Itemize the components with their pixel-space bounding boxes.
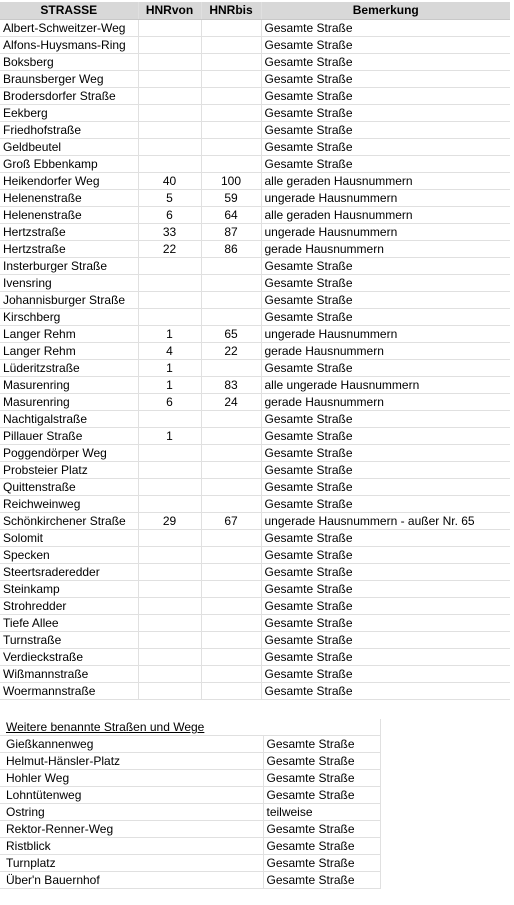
cell-street[interactable]: Braunsberger Weg xyxy=(0,71,138,88)
cell-bemerkung[interactable]: Gesamte Straße xyxy=(263,770,380,787)
cell-hnrbis[interactable] xyxy=(201,71,261,88)
cell-bemerkung[interactable]: Gesamte Straße xyxy=(261,496,510,513)
cell-hnrbis[interactable]: 83 xyxy=(201,377,261,394)
cell-hnrvon[interactable] xyxy=(138,411,201,428)
cell-bemerkung[interactable]: Gesamte Straße xyxy=(263,753,380,770)
cell-street[interactable]: Strohredder xyxy=(0,598,138,615)
cell-street[interactable]: Rektor-Renner-Weg xyxy=(0,821,263,838)
table-row xyxy=(0,275,510,292)
cell-street[interactable]: Hohler Weg xyxy=(0,770,263,787)
table-row xyxy=(0,445,510,462)
table-row xyxy=(0,292,510,309)
cell-hnrvon[interactable]: 29 xyxy=(138,513,201,530)
cell-bemerkung[interactable]: Gesamte Straße xyxy=(261,666,510,683)
cell-bemerkung[interactable]: Gesamte Straße xyxy=(261,122,510,139)
cell-hnrbis[interactable] xyxy=(201,37,261,54)
cell-hnrbis[interactable] xyxy=(201,564,261,581)
cell-street[interactable]: Kirschberg xyxy=(0,309,138,326)
list-item xyxy=(0,787,380,804)
cell-hnrbis[interactable] xyxy=(201,20,261,37)
cell-street[interactable]: Wißmannstraße xyxy=(0,666,138,683)
cell-bemerkung[interactable]: Gesamte Straße xyxy=(261,462,510,479)
list-item xyxy=(0,855,380,872)
cell-hnrbis[interactable]: 67 xyxy=(201,513,261,530)
cell-bemerkung[interactable]: Gesamte Straße xyxy=(261,156,510,173)
cell-hnrvon[interactable]: 22 xyxy=(138,241,201,258)
cell-hnrbis[interactable] xyxy=(201,54,261,71)
cell-bemerkung[interactable]: Gesamte Straße xyxy=(261,360,510,377)
cell-hnrbis[interactable]: 64 xyxy=(201,207,261,224)
table-row xyxy=(0,241,510,258)
cell-hnrbis[interactable] xyxy=(201,139,261,156)
cell-street[interactable]: Insterburger Straße xyxy=(0,258,138,275)
cell-hnrvon[interactable] xyxy=(138,122,201,139)
cell-hnrvon[interactable] xyxy=(138,139,201,156)
cell-street[interactable]: Pillauer Straße xyxy=(0,428,138,445)
cell-hnrvon[interactable] xyxy=(138,258,201,275)
cell-hnrbis[interactable]: 100 xyxy=(201,173,261,190)
table-row xyxy=(0,360,510,377)
table-row xyxy=(0,649,510,666)
cell-street[interactable]: Lohntütenweg xyxy=(0,787,263,804)
cell-bemerkung[interactable]: Gesamte Straße xyxy=(263,855,380,872)
cell-hnrbis[interactable] xyxy=(201,309,261,326)
cell-bemerkung[interactable]: Gesamte Straße xyxy=(261,564,510,581)
cell-hnrbis[interactable] xyxy=(201,496,261,513)
cell-hnrvon[interactable] xyxy=(138,309,201,326)
table-row xyxy=(0,122,510,139)
cell-hnrvon[interactable] xyxy=(138,649,201,666)
cell-hnrbis[interactable] xyxy=(201,360,261,377)
table-row xyxy=(0,54,510,71)
cell-hnrbis[interactable] xyxy=(201,598,261,615)
cell-hnrbis[interactable]: 59 xyxy=(201,190,261,207)
cell-bemerkung[interactable]: Gesamte Straße xyxy=(261,411,510,428)
header-bemerkung[interactable]: Bemerkung xyxy=(261,2,510,20)
section-title: Weitere benannte Straßen und Wege xyxy=(0,719,263,736)
cell-street[interactable]: Friedhofstraße xyxy=(0,122,138,139)
cell-street[interactable]: Solomit xyxy=(0,530,138,547)
cell-bemerkung[interactable]: Gesamte Straße xyxy=(261,139,510,156)
table-row xyxy=(0,632,510,649)
cell-hnrvon[interactable] xyxy=(138,496,201,513)
cell-hnrvon[interactable] xyxy=(138,275,201,292)
cell-bemerkung[interactable]: ungerade Hausnummern xyxy=(261,190,510,207)
cell-street[interactable]: Geldbeutel xyxy=(0,139,138,156)
table-row xyxy=(0,394,510,411)
cell-bemerkung[interactable]: ungerade Hausnummern - außer Nr. 65 xyxy=(261,513,510,530)
cell-street[interactable]: Tiefe Allee xyxy=(0,615,138,632)
table-row xyxy=(0,479,510,496)
cell-street[interactable]: Ivensring xyxy=(0,275,138,292)
cell-hnrvon[interactable]: 6 xyxy=(138,207,201,224)
cell-street[interactable]: Steinkamp xyxy=(0,581,138,598)
cell-hnrbis[interactable] xyxy=(201,156,261,173)
table-row xyxy=(0,173,510,190)
cell-hnrbis[interactable]: 24 xyxy=(201,394,261,411)
cell-street[interactable]: Lüderitzstraße xyxy=(0,360,138,377)
cell-street[interactable]: Brodersdorfer Straße xyxy=(0,88,138,105)
header-hnrbis[interactable]: HNRbis xyxy=(201,2,261,20)
table-row xyxy=(0,258,510,275)
cell-bemerkung[interactable]: Gesamte Straße xyxy=(261,530,510,547)
cell-bemerkung[interactable]: Gesamte Straße xyxy=(261,20,510,37)
cell-street[interactable]: Johannisburger Straße xyxy=(0,292,138,309)
cell-bemerkung[interactable]: Gesamte Straße xyxy=(261,598,510,615)
cell-hnrvon[interactable] xyxy=(138,292,201,309)
table-row xyxy=(0,139,510,156)
cell-hnrbis[interactable] xyxy=(201,292,261,309)
cell-bemerkung[interactable]: alle geraden Hausnummern xyxy=(261,173,510,190)
cell-bemerkung[interactable]: gerade Hausnummern xyxy=(261,241,510,258)
cell-bemerkung[interactable]: Gesamte Straße xyxy=(261,649,510,666)
cell-hnrvon[interactable]: 1 xyxy=(138,428,201,445)
cell-hnrvon[interactable] xyxy=(138,530,201,547)
table-row xyxy=(0,377,510,394)
cell-street[interactable]: Verdieckstraße xyxy=(0,649,138,666)
cell-hnrvon[interactable] xyxy=(138,105,201,122)
cell-street[interactable]: Quittenstraße xyxy=(0,479,138,496)
cell-bemerkung[interactable]: alle ungerade Hausnummern xyxy=(261,377,510,394)
cell-bemerkung[interactable]: ungerade Hausnummern xyxy=(261,224,510,241)
cell-hnrvon[interactable] xyxy=(138,683,201,700)
cell-hnrvon[interactable] xyxy=(138,71,201,88)
list-item xyxy=(0,753,380,770)
cell-bemerkung[interactable]: Gesamte Straße xyxy=(261,105,510,122)
cell-bemerkung[interactable]: Gesamte Straße xyxy=(261,258,510,275)
cell-hnrvon[interactable] xyxy=(138,564,201,581)
cell-street[interactable]: Heikendorfer Weg xyxy=(0,173,138,190)
table-row xyxy=(0,20,510,37)
additional-streets-table xyxy=(0,719,381,889)
cell-street[interactable]: Albert-Schweitzer-Weg xyxy=(0,20,138,37)
cell-hnrbis[interactable] xyxy=(201,462,261,479)
cell-hnrvon[interactable] xyxy=(138,666,201,683)
cell-bemerkung[interactable]: Gesamte Straße xyxy=(261,71,510,88)
cell-bemerkung[interactable]: Gesamte Straße xyxy=(263,821,380,838)
cell-street[interactable]: Ristblick xyxy=(0,838,263,855)
cell-bemerkung[interactable]: Gesamte Straße xyxy=(261,632,510,649)
cell-street[interactable]: Reichweinweg xyxy=(0,496,138,513)
cell-bemerkung[interactable]: Gesamte Straße xyxy=(261,615,510,632)
cell-hnrvon[interactable]: 4 xyxy=(138,343,201,360)
table-row xyxy=(0,411,510,428)
cell-hnrvon[interactable] xyxy=(138,615,201,632)
cell-street[interactable]: Gießkannenweg xyxy=(0,736,263,753)
table-row xyxy=(0,683,510,700)
cell-bemerkung[interactable]: gerade Hausnummern xyxy=(261,394,510,411)
table-row xyxy=(0,309,510,326)
cell-hnrbis[interactable] xyxy=(201,275,261,292)
cell-street[interactable]: Steertsraderedder xyxy=(0,564,138,581)
cell-hnrbis[interactable] xyxy=(201,479,261,496)
cell-street[interactable]: Poggendörper Weg xyxy=(0,445,138,462)
cell-hnrvon[interactable] xyxy=(138,54,201,71)
cell-hnrvon[interactable]: 5 xyxy=(138,190,201,207)
cell-street[interactable]: Turnplatz xyxy=(0,855,263,872)
cell-bemerkung[interactable]: Gesamte Straße xyxy=(261,275,510,292)
cell-hnrvon[interactable] xyxy=(138,479,201,496)
cell-street[interactable]: Langer Rehm xyxy=(0,343,138,360)
cell-bemerkung[interactable]: Gesamte Straße xyxy=(261,428,510,445)
cell-hnrbis[interactable] xyxy=(201,547,261,564)
table-row xyxy=(0,598,510,615)
cell-street[interactable]: Groß Ebbenkamp xyxy=(0,156,138,173)
cell-hnrvon[interactable] xyxy=(138,20,201,37)
cell-hnrvon[interactable] xyxy=(138,88,201,105)
table-row xyxy=(0,343,510,360)
cell-street[interactable]: Helenenstraße xyxy=(0,207,138,224)
list-item xyxy=(0,770,380,787)
cell-hnrbis[interactable] xyxy=(201,122,261,139)
table-row xyxy=(0,615,510,632)
cell-street[interactable]: Turnstraße xyxy=(0,632,138,649)
cell-hnrvon[interactable]: 1 xyxy=(138,326,201,343)
cell-bemerkung[interactable]: Gesamte Straße xyxy=(261,479,510,496)
table-row xyxy=(0,190,510,207)
cell-hnrbis[interactable]: 87 xyxy=(201,224,261,241)
cell-street[interactable]: Langer Rehm xyxy=(0,326,138,343)
list-item xyxy=(0,838,380,855)
table-row xyxy=(0,666,510,683)
table-row xyxy=(0,71,510,88)
cell-hnrbis[interactable] xyxy=(201,258,261,275)
cell-hnrbis[interactable]: 22 xyxy=(201,343,261,360)
cell-street[interactable]: Specken xyxy=(0,547,138,564)
cell-bemerkung[interactable]: Gesamte Straße xyxy=(261,683,510,700)
cell-street[interactable]: Helmut-Hänsler-Platz xyxy=(0,753,263,770)
cell-street[interactable]: Ostring xyxy=(0,804,263,821)
table-row xyxy=(0,105,510,122)
cell-hnrbis[interactable] xyxy=(201,411,261,428)
cell-hnrbis[interactable] xyxy=(201,666,261,683)
cell-street[interactable]: Woermannstraße xyxy=(0,683,138,700)
cell-street[interactable]: Eekberg xyxy=(0,105,138,122)
list-item xyxy=(0,804,380,821)
cell-bemerkung[interactable]: Gesamte Straße xyxy=(261,581,510,598)
cell-hnrbis[interactable] xyxy=(201,632,261,649)
cell-bemerkung[interactable]: alle geraden Hausnummern xyxy=(261,207,510,224)
cell-hnrvon[interactable]: 33 xyxy=(138,224,201,241)
cell-bemerkung[interactable]: Gesamte Straße xyxy=(261,309,510,326)
cell-bemerkung[interactable]: gerade Hausnummern xyxy=(261,343,510,360)
table-row xyxy=(0,88,510,105)
table-row xyxy=(0,581,510,598)
cell-hnrvon[interactable]: 40 xyxy=(138,173,201,190)
cell-hnrvon[interactable]: 1 xyxy=(138,360,201,377)
table-row xyxy=(0,428,510,445)
cell-hnrvon[interactable] xyxy=(138,462,201,479)
table-row xyxy=(0,462,510,479)
table-row xyxy=(0,37,510,54)
cell-street[interactable]: Nachtigalstraße xyxy=(0,411,138,428)
list-item xyxy=(0,821,380,838)
table-row xyxy=(0,326,510,343)
cell-bemerkung[interactable]: teilweise xyxy=(263,804,380,821)
cell-hnrbis[interactable]: 86 xyxy=(201,241,261,258)
cell-bemerkung[interactable]: Gesamte Straße xyxy=(261,292,510,309)
cell-street[interactable]: Hertzstraße xyxy=(0,224,138,241)
cell-street[interactable]: Masurenring xyxy=(0,377,138,394)
header-strasse[interactable]: STRASSE xyxy=(0,2,138,20)
cell-street[interactable]: Über'n Bauernhof xyxy=(0,872,263,889)
cell-hnrbis[interactable] xyxy=(201,683,261,700)
cell-street[interactable]: Masurenring xyxy=(0,394,138,411)
table-row xyxy=(0,530,510,547)
cell-bemerkung[interactable]: ungerade Hausnummern xyxy=(261,326,510,343)
cell-hnrvon[interactable] xyxy=(138,37,201,54)
cell-bemerkung[interactable]: Gesamte Straße xyxy=(261,547,510,564)
cell-hnrbis[interactable] xyxy=(201,428,261,445)
cell-street[interactable]: Hertzstraße xyxy=(0,241,138,258)
cell-hnrbis[interactable] xyxy=(201,649,261,666)
table-row xyxy=(0,547,510,564)
cell-hnrvon[interactable]: 6 xyxy=(138,394,201,411)
cell-street[interactable]: Helenenstraße xyxy=(0,190,138,207)
cell-hnrvon[interactable]: 1 xyxy=(138,377,201,394)
cell-hnrvon[interactable] xyxy=(138,598,201,615)
cell-bemerkung[interactable]: Gesamte Straße xyxy=(263,872,380,889)
cell-hnrvon[interactable] xyxy=(138,581,201,598)
table-row xyxy=(0,207,510,224)
section-title-row xyxy=(0,719,380,736)
cell-bemerkung[interactable]: Gesamte Straße xyxy=(261,445,510,462)
cell-bemerkung[interactable]: Gesamte Straße xyxy=(263,838,380,855)
cell-street[interactable]: Boksberg xyxy=(0,54,138,71)
cell-street[interactable]: Schönkirchener Straße xyxy=(0,513,138,530)
cell-hnrbis[interactable] xyxy=(201,581,261,598)
street-table xyxy=(0,2,510,700)
cell-bemerkung[interactable]: Gesamte Straße xyxy=(261,54,510,71)
cell-hnrvon[interactable] xyxy=(138,632,201,649)
cell-bemerkung[interactable]: Gesamte Straße xyxy=(261,37,510,54)
cell-hnrbis[interactable] xyxy=(201,105,261,122)
cell-hnrbis[interactable] xyxy=(201,88,261,105)
cell-hnrbis[interactable]: 65 xyxy=(201,326,261,343)
cell-bemerkung[interactable]: Gesamte Straße xyxy=(263,787,380,804)
cell-street[interactable]: Alfons-Huysmans-Ring xyxy=(0,37,138,54)
list-item xyxy=(0,736,380,753)
table-row xyxy=(0,224,510,241)
cell-hnrvon[interactable] xyxy=(138,156,201,173)
cell-hnrvon[interactable] xyxy=(138,445,201,462)
cell-hnrbis[interactable] xyxy=(201,615,261,632)
cell-bemerkung[interactable]: Gesamte Straße xyxy=(263,736,380,753)
table-row xyxy=(0,513,510,530)
cell-hnrvon[interactable] xyxy=(138,547,201,564)
table-row xyxy=(0,156,510,173)
header-row xyxy=(0,2,510,20)
cell-hnrbis[interactable] xyxy=(201,445,261,462)
cell-hnrbis[interactable] xyxy=(201,530,261,547)
table-row xyxy=(0,564,510,581)
table-row xyxy=(0,496,510,513)
header-hnrvon[interactable]: HNRvon xyxy=(138,2,201,20)
cell-street[interactable]: Probsteier Platz xyxy=(0,462,138,479)
cell-bemerkung[interactable]: Gesamte Straße xyxy=(261,88,510,105)
list-item xyxy=(0,872,380,889)
